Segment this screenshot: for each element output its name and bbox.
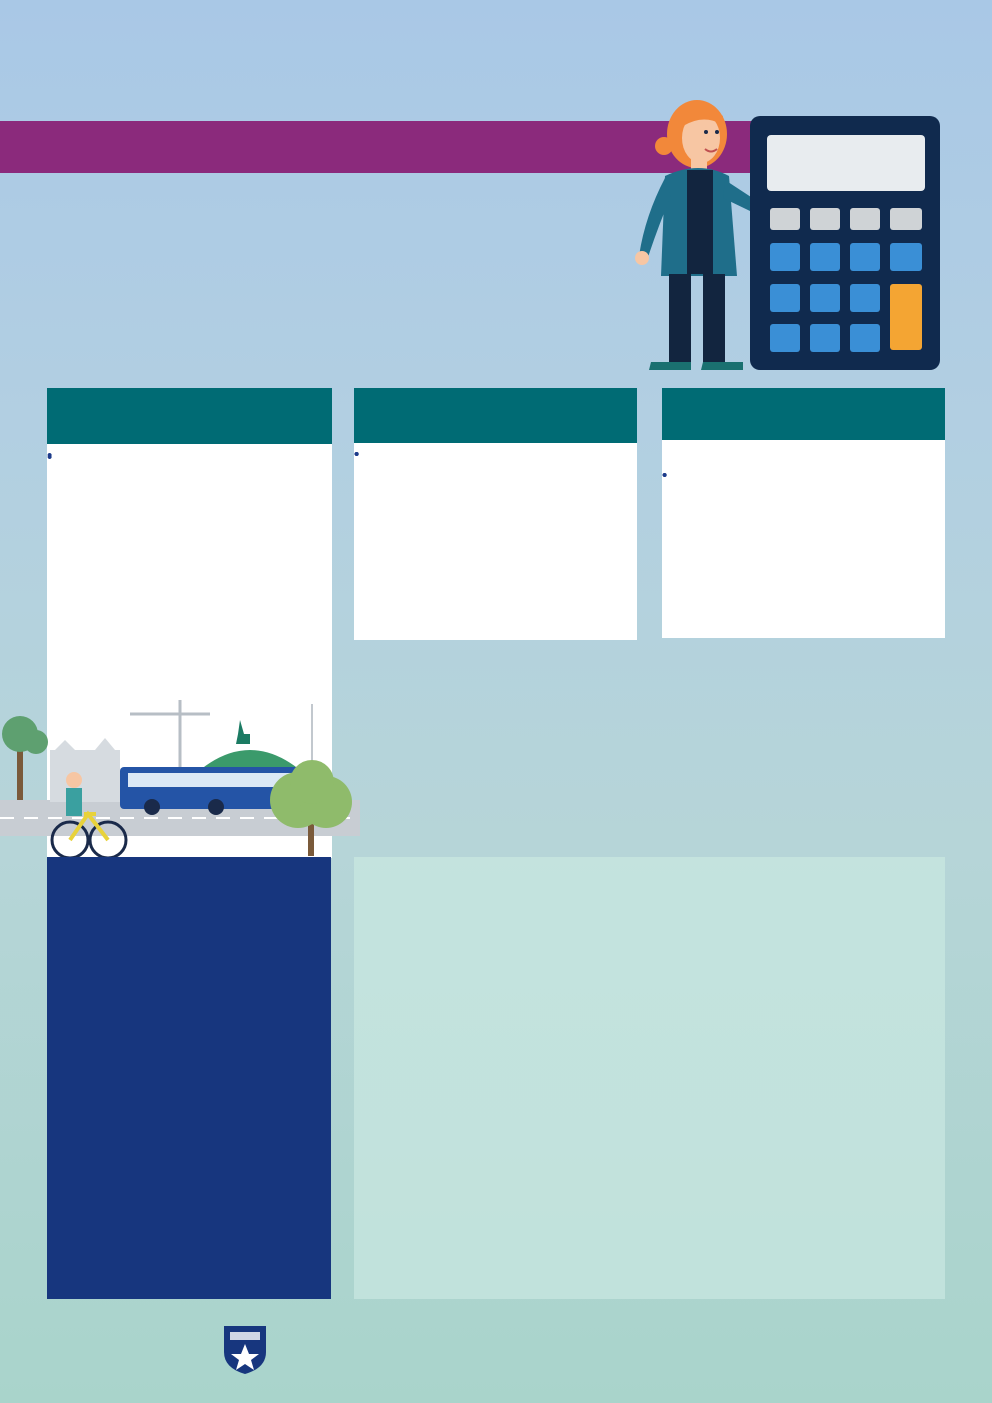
calculator-key (810, 284, 840, 312)
goal-card-title (354, 388, 637, 443)
goal-card-title (47, 388, 332, 444)
calculator-amount (767, 135, 925, 191)
chart-4-pie (654, 1097, 945, 1297)
calculator-key (770, 324, 800, 352)
indicators-panel (47, 857, 331, 1299)
calculator-key (770, 284, 800, 312)
arnhem-crest-icon (222, 1322, 268, 1376)
indicators-list (62, 911, 317, 930)
calculator-key (810, 243, 840, 271)
chart-3-line (354, 1109, 654, 1299)
calculator-key (850, 243, 880, 271)
calculator-key (770, 243, 800, 271)
goal-card-3 (662, 388, 945, 638)
city-illustration (0, 690, 360, 860)
calculator-key (810, 324, 840, 352)
charts-panel (354, 857, 945, 1299)
calculator-key (850, 208, 880, 230)
calculator-key (890, 243, 922, 271)
calculator-key (890, 208, 922, 230)
goal-card-title (662, 388, 945, 440)
calculator-key (810, 208, 840, 230)
calculator-key (770, 208, 800, 230)
calculator-key (850, 284, 880, 312)
goal-list (47, 446, 317, 448)
chart-1-line (354, 897, 654, 1067)
chart-2-bar (654, 897, 945, 1067)
goal-card-2 (354, 388, 637, 640)
calculator-key (890, 284, 922, 350)
calculator-key (850, 324, 880, 352)
